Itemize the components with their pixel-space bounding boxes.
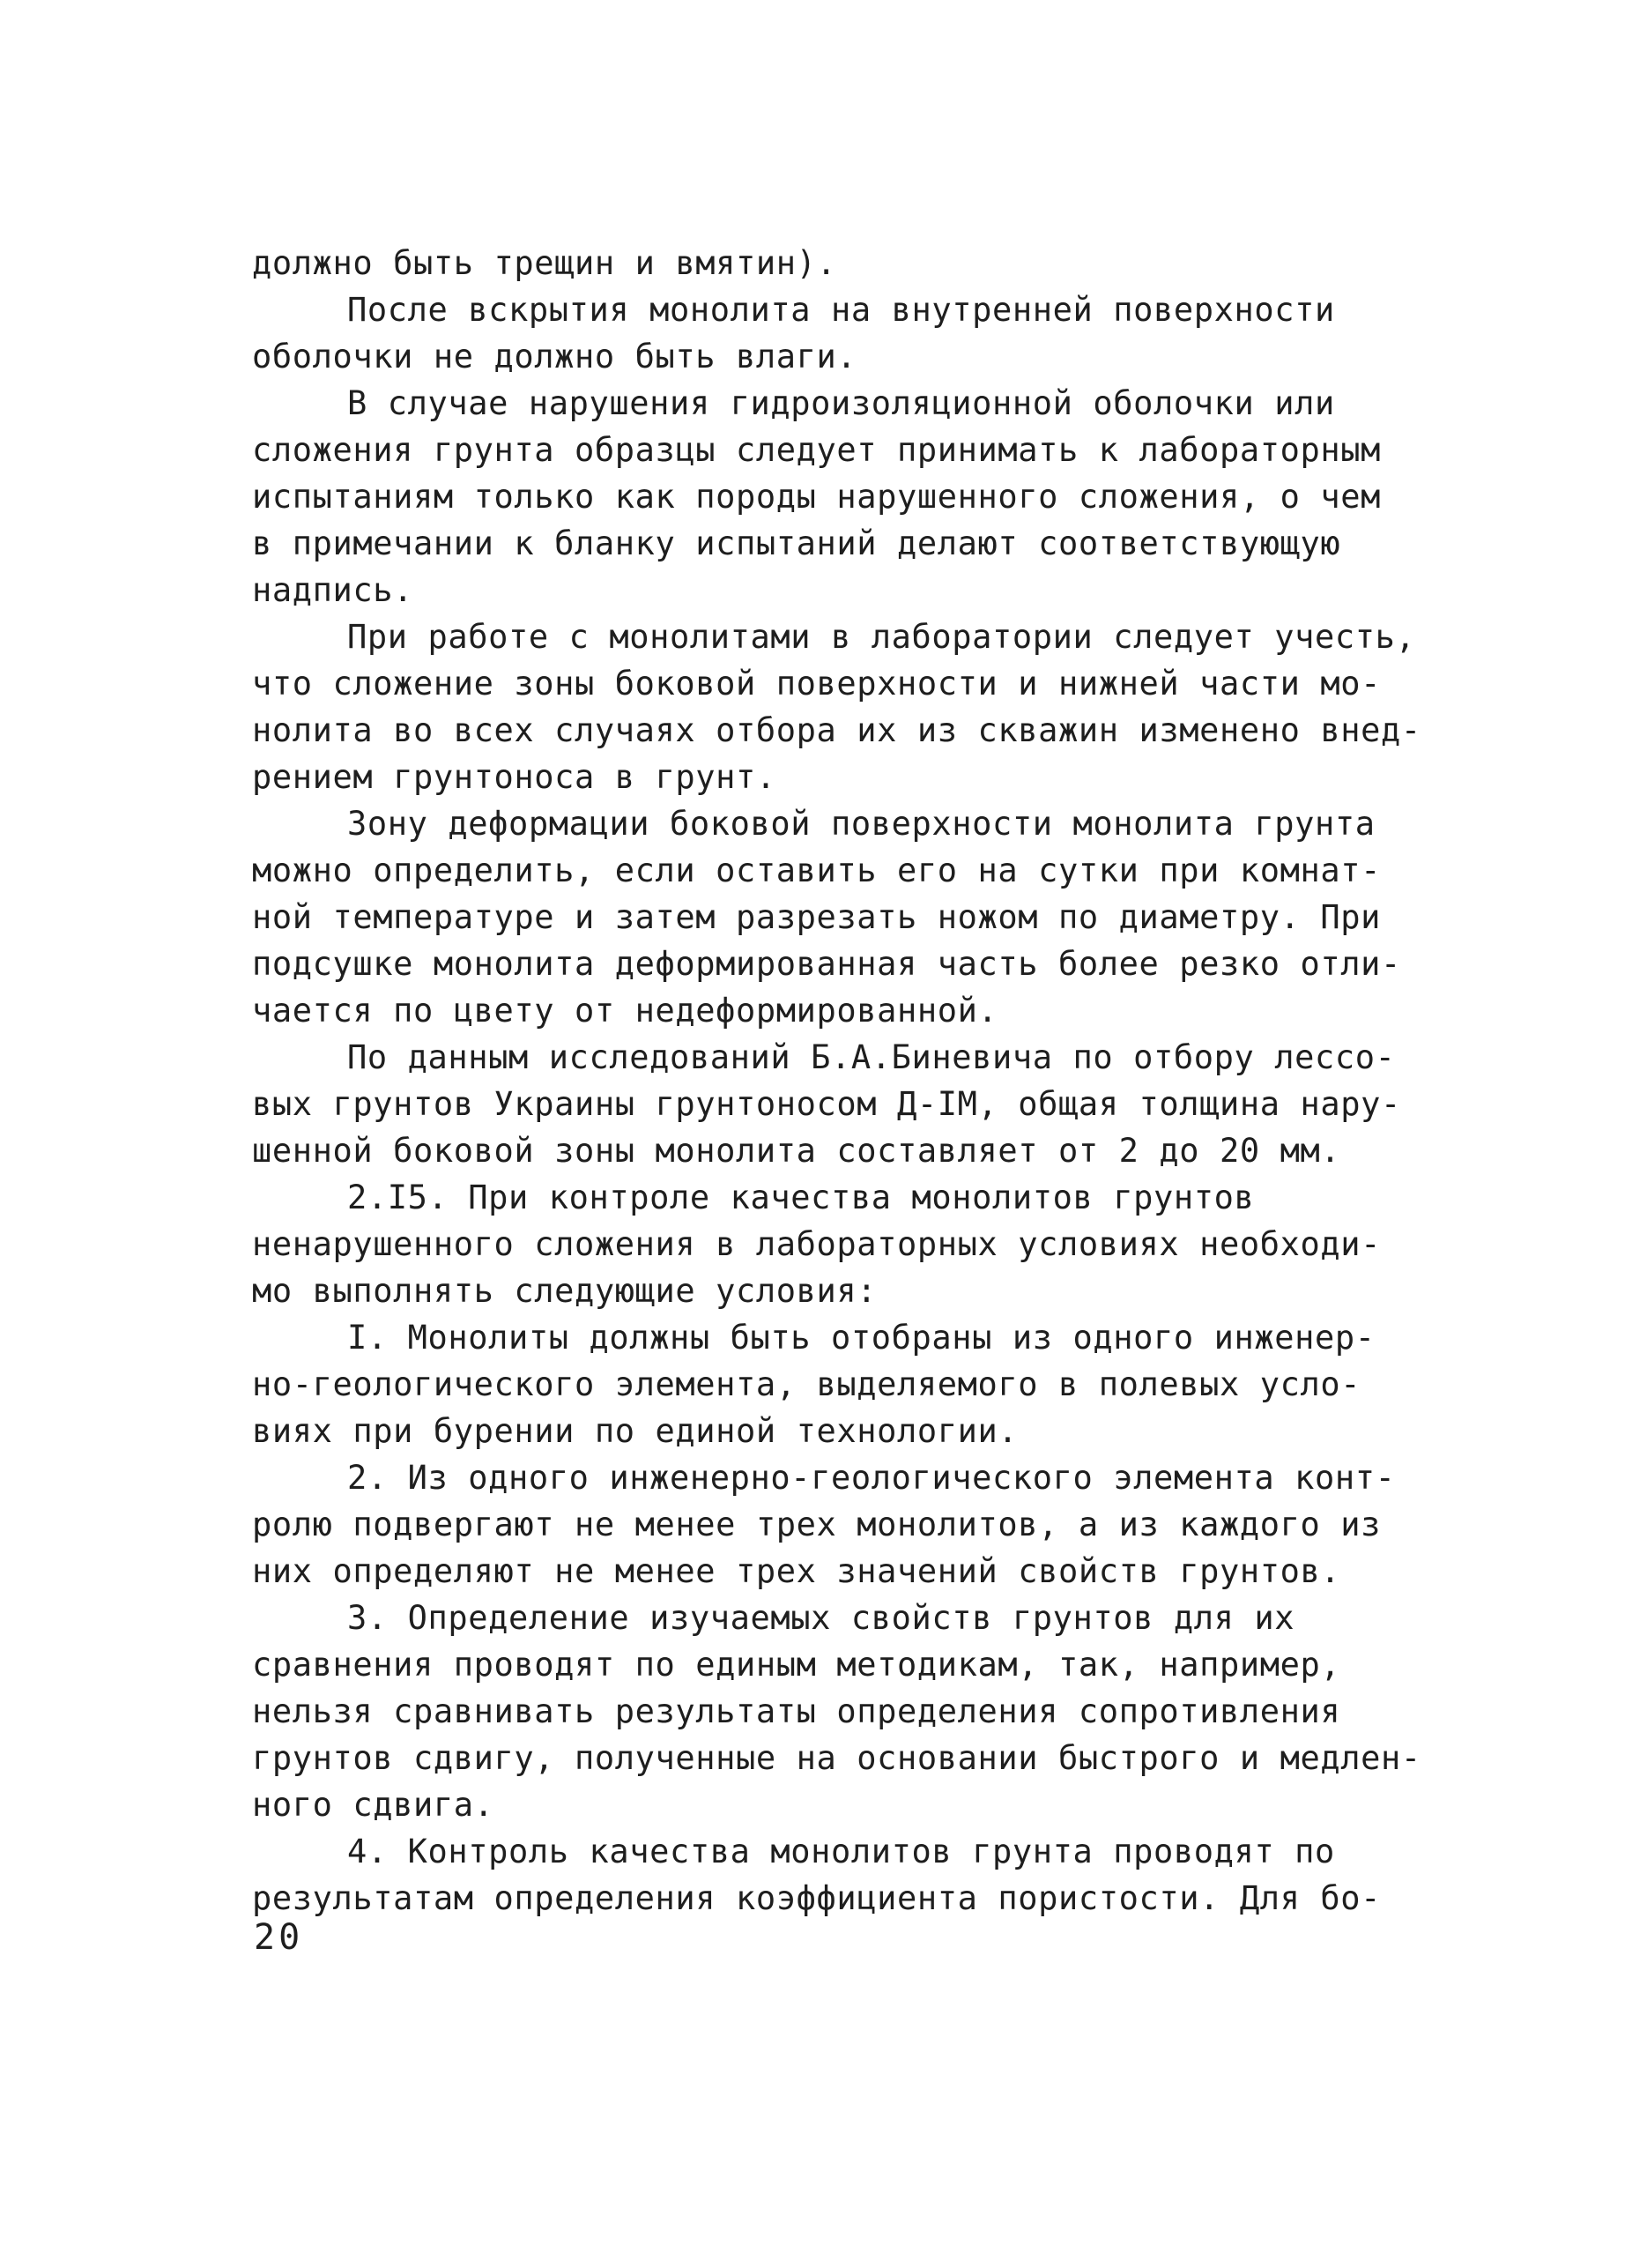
text-line: в примечании к бланку испытаний делают соответствующую: [252, 524, 1341, 562]
text-line: При работе с монолитами в лаборатории следует учесть,: [347, 618, 1416, 656]
text-line: них определяют не менее трех значений свойств грунтов.: [252, 1552, 1341, 1590]
text-line: но-геологического элемента, выделяемого в полевых усло-: [252, 1365, 1361, 1403]
text-line: ного сдвига.: [252, 1786, 494, 1824]
text-line: нельзя сравнивать результаты определения сопротивления: [252, 1692, 1341, 1730]
text-line: 2.I5. При контроле качества монолитов грунтов: [347, 1179, 1255, 1216]
text-line: вых грунтов Украины грунтоносом Д-IМ, общая толщина нару-: [252, 1085, 1401, 1123]
text-line: I. Монолиты должны быть отобраны из одного инженер-: [347, 1319, 1376, 1357]
text-line: подсушке монолита деформированная часть более резко отли-: [252, 945, 1401, 983]
text-line: сложения грунта образцы следует принимать к лабораторным: [252, 431, 1382, 469]
text-line: В случае нарушения гидроизоляционной оболочки или: [347, 384, 1335, 422]
text-line: 4. Контроль качества монолитов грунта проводят по: [347, 1833, 1335, 1870]
text-line: Зону деформации боковой поверхности монолита грунта: [347, 805, 1376, 843]
text-line: можно определить, если оставить его на сутки при комнат-: [252, 851, 1382, 889]
text-line: рением грунтоноса в грунт.: [252, 758, 776, 796]
text-line: нолита во всех случаях отбора их из скважин изменено внед-: [252, 711, 1421, 749]
text-line: что сложение зоны боковой поверхности и нижней части мо-: [252, 665, 1382, 703]
document-body: [252, 240, 1421, 1922]
text-line: виях при бурении по единой технологии.: [252, 1412, 1019, 1450]
text-line: мо выполнять следующие условия:: [252, 1272, 878, 1310]
text-line: После вскрытия монолита на внутренней поверхности: [347, 291, 1335, 329]
text-line: шенной боковой зоны монолита составляет от 2 до 20 мм.: [252, 1132, 1341, 1170]
text-line: ной температуре и затем разрезать ножом по диаметру. При: [252, 898, 1382, 936]
text-line: 2. Из одного инженерно-геологического элемента конт-: [347, 1459, 1396, 1497]
text-line: ненарушенного сложения в лабораторных условиях необходи-: [252, 1225, 1382, 1263]
text-line: сравнения проводят по единым методикам, так, например,: [252, 1646, 1341, 1684]
text-line: оболочки не должно быть влаги.: [252, 338, 857, 376]
text-line: испытаниям только как породы нарушенного сложения, о чем: [252, 478, 1382, 516]
text-line: чается по цвету от недеформированной.: [252, 992, 998, 1030]
text-line: должно быть трещин и вмятин).: [252, 244, 837, 282]
page-number: 20: [254, 1917, 304, 1958]
text-line: надпись.: [252, 571, 414, 609]
text-line: результатам определения коэффициента пористости. Для бо-: [252, 1879, 1382, 1917]
text-line: ролю подвергают не менее трех монолитов, а из каждого из: [252, 1506, 1382, 1543]
text-line: 3. Определение изучаемых свойств грунтов для их: [347, 1599, 1295, 1637]
text-line: По данным исследований Б.А.Биневича по отбору лессо-: [347, 1038, 1396, 1076]
text-line: грунтов сдвигу, полученные на основании быстрого и медлен-: [252, 1739, 1421, 1777]
